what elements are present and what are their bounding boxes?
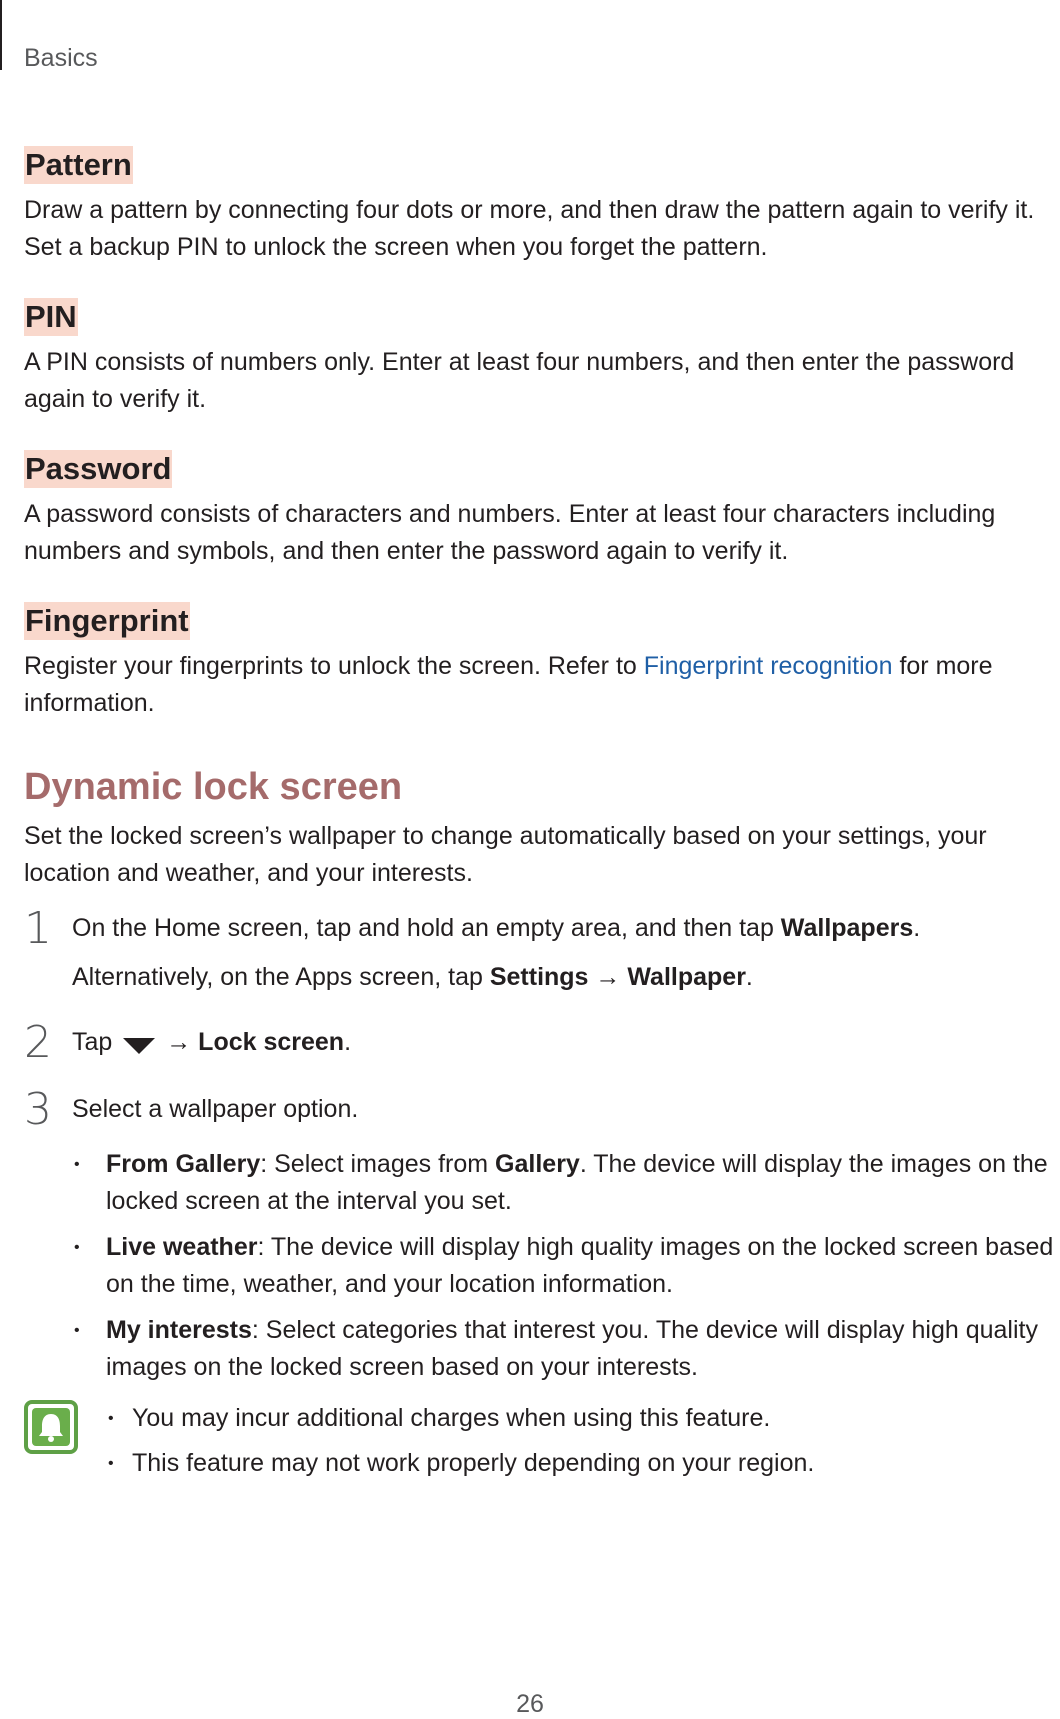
list-item: [72, 1146, 1060, 1220]
page-number: 26: [516, 1690, 544, 1718]
step-3: [24, 1084, 1060, 1135]
dynamic-lock-screen-heading: Dynamic lock screen: [24, 766, 403, 808]
list-item: [72, 1229, 1060, 1303]
alt-end: .: [745, 963, 753, 991]
chevron-down-icon: [119, 1032, 159, 1056]
settings-label: Settings: [489, 963, 589, 991]
wallpapers-label: Wallpapers: [780, 914, 914, 942]
fingerprint-recognition-link[interactable]: Fingerprint recognition: [643, 652, 893, 680]
alt-text: Alternatively, on the Apps screen, tap: [72, 963, 490, 991]
arrow-separator: →: [159, 1028, 199, 1056]
option-text: : Select images from: [260, 1150, 496, 1178]
subhead-password: Password: [25, 451, 172, 486]
running-header: Basics: [24, 44, 98, 72]
option-text-end: . The device will display the images on the locked screen at the interval you set.: [106, 1150, 1048, 1215]
steps: [24, 903, 1060, 1386]
note-list: [24, 1400, 1060, 1482]
dynamic-intro: Set the locked screen’s wallpaper to change automatically based on your settings, your location and weather, and your interests.: [24, 822, 987, 887]
subhead-fingerprint: Fingerprint: [25, 603, 189, 638]
list-item: [72, 1312, 1060, 1386]
step-1-alternative: [24, 959, 1060, 996]
option-name: My interests: [106, 1316, 252, 1344]
section-fingerprint: [24, 602, 1060, 722]
step-2-text: Tap: [72, 1028, 113, 1056]
step-2-end: .: [344, 1028, 352, 1056]
fingerprint-body: [24, 648, 1060, 722]
pin-body: A PIN consists of numbers only. Enter at least four numbers, and then enter the password again to verify it.: [24, 348, 1015, 413]
fingerprint-body-start: Register your fingerprints to unlock the screen. Refer to: [24, 652, 644, 680]
step-2: [24, 1017, 1060, 1068]
section-pattern: [24, 146, 1060, 266]
step-1-end: .: [913, 914, 921, 942]
note-icon-fill: [32, 1408, 70, 1446]
fingerprint-body-end: for more information.: [24, 652, 993, 717]
step-number: 3: [24, 1084, 52, 1135]
note-item: • This feature may not work properly depending on your region.: [108, 1445, 1060, 1482]
note-box: [24, 1400, 1060, 1482]
arrow-separator: →: [588, 963, 628, 991]
note-item: • You may incur additional charges when using this feature.: [108, 1400, 1060, 1437]
bell-icon: [32, 1408, 70, 1446]
step-number: 2: [24, 1017, 52, 1068]
gallery-label: Gallery: [495, 1150, 580, 1178]
step-1: [24, 903, 1060, 954]
wallpaper-label: Wallpaper: [627, 963, 746, 991]
wallpaper-options: [72, 1146, 1060, 1386]
section-password: [24, 450, 1060, 570]
step-number: 1: [24, 903, 52, 954]
header-rule: [0, 0, 2, 70]
option-text: : Select categories that interest you. The device will display high quality images on the locked screen based on your interests.: [106, 1316, 1038, 1381]
lock-screen-label: Lock screen: [198, 1028, 345, 1056]
password-body: A password consists of characters and numbers. Enter at least four characters including numbers and symbols, and then enter the password again to verify it.: [24, 500, 996, 565]
option-name: From Gallery: [106, 1150, 261, 1178]
notification-bell-icon: [24, 1400, 78, 1454]
page-content: [24, 146, 1060, 1490]
section-pin: [24, 298, 1060, 418]
subhead-pattern: Pattern: [25, 147, 132, 182]
pattern-body: Draw a pattern by connecting four dots or more, and then draw the pattern again to verify it. Set a backup PIN to unlock the screen when you forget the pattern.: [24, 196, 1035, 261]
option-text: : The device will display high quality images on the locked screen based on the time, weather, and your location information.: [106, 1233, 1054, 1298]
option-name: Live weather: [106, 1233, 258, 1261]
subhead-pin: PIN: [25, 299, 77, 334]
step-1-text: On the Home screen, tap and hold an empty area, and then tap: [72, 914, 781, 942]
step-3-text: Select a wallpaper option.: [72, 1095, 359, 1123]
